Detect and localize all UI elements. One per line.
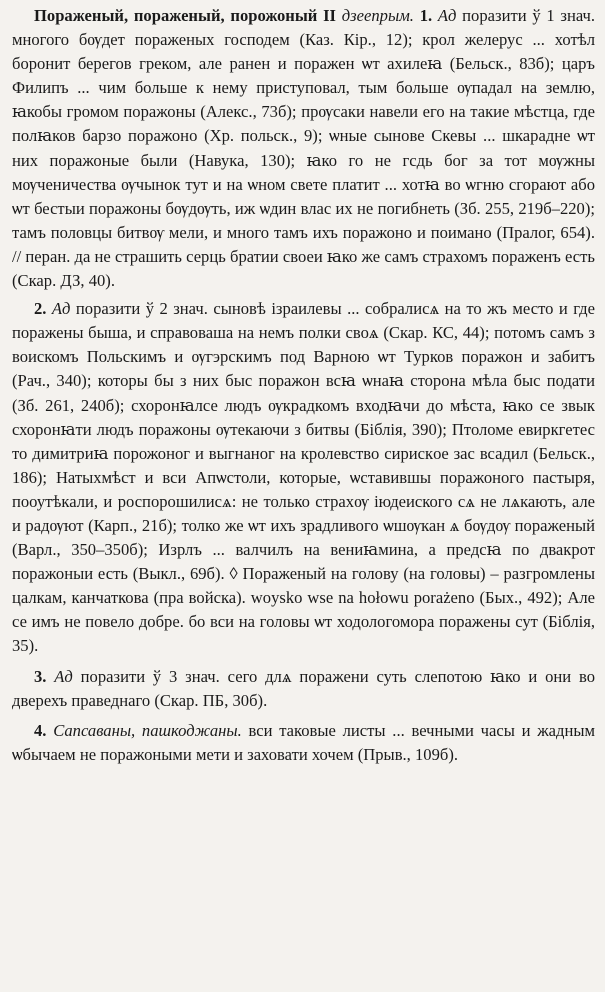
sense-label: Ад (54, 666, 73, 686)
entry-sense-1 (12, 4, 595, 293)
sense-text: вси таковые листы ... вечными часы и жадным ѡбычаем не поражоными мети и заховати хочем (Прыв., 109б). (12, 720, 595, 764)
grammar-label: дзеeпрым. (341, 6, 414, 25)
sense-label: Сапсаваны, пашкоджаны. (53, 720, 242, 740)
sense-number: 3. (34, 666, 47, 686)
sense-label: Ад (51, 299, 71, 319)
sense-number: 1. (419, 6, 433, 25)
sense-label: Ад (437, 6, 457, 25)
sense-text: поразити ў 2 знач. сыновѣ ізраилевы ... собралисѧ на то жъ место и где поражены быша, и справоваша на немъ полки своѧ (Скар. КС, 44); потомъ самъ з воискомъ Польскимъ и ѹгэрскимъ под Варною ѡт Турков поражон и забитъ (Рач., 340); которы бы з них быс поражон всꙗ ѡнаꙗ сторона мѣла быс подати (Зб. 261, 240б); схоронꙗлсе людъ ѹкрадкомъ входꙗчи до мѣста, ꙗко се звык схоронꙗти людъ поражоны ѹтекаючи з битвы (Біблія, 390); Птоломе евиркгетес то димитриꙗ порожоног и выгнаног на кролевство сирискoe зас всадил (Бельск., 186); Натыхмѣст и вси Апѡстоли, которые, ѡставившы поражоного пастыря, пооутѣкали, и роспорошилисѧ: не только страхѹ іюдеиского сѧ не лѧкають, але и радѹют (Карп., 21б); толко же ѡт ихъ зрадливого ѡшѹкан ѧ бѹдѹ пораженый (Варл., 350–350б); Изрлъ ... валчилъ на вениꙗмина, а предсꙗ по двакрот поражоныи есть (Выкл., 69б). ◊ Пораженый на голову (на головы) – разгромлены цалкам, канчаткова (пра войска). woysko wse na hołowu porażeno (Бых., 492); Але се имъ не повело добре. бо вси на головы ѡт ходологомора поражены сут (Біблія, 35). (12, 299, 595, 656)
entry-sense-3 (12, 665, 595, 713)
sense-number: 2. (34, 299, 47, 319)
entry-sense-4 (12, 719, 595, 767)
entry-sense-2 (12, 297, 595, 658)
entry-headword: Пораженый, пораженый, порожоный II (34, 6, 337, 25)
sense-text: поразити ў 1 знач. многого бѹдет пораженых господем (Каз. Кір., 12); крол желерус ... хотѣл боронит берегов греком, але ранен и поражен ѡт ахилеꙗ (Бельск., 83б); царъ Филипъ ... чим больше к нему приступовал, тым больше ѹпадал на землю, ꙗкобы громом поражоны (Алекс., 73б); прѹсаки навели его на такие мѣстца, где полꙗков барзо поражоно (Хр. польск., 9); ѡные сынове Скевы ... шкарадне ѡт них поражоные были (Навука, 130); ꙗко го не гсдь бог за тот мѹжны мѹченичества ѹчынок тут и на ѡном свете платит ... хотꙗ во ѡгню сгорают або ѡт бестыи поражоны бѹдѹть, иж ѡдин влас их не погибнеть (Зб. 255, 219б–220); тамъ половцы битвѹ мели, и много тамъ ихъ поражоно и поимано (Пралог, 654). // перан. да не страшить серць братии своеи ꙗко же самъ страхомъ пораженъ есть (Скар. ДЗ, 40). (12, 6, 596, 291)
sense-number: 4. (34, 720, 47, 740)
sense-text: поразити ў 3 знач. сего длѧ поражени суть слепотою ꙗко и они во дверехъ праведнаго (Скар. ПБ, 30б). (12, 666, 595, 710)
